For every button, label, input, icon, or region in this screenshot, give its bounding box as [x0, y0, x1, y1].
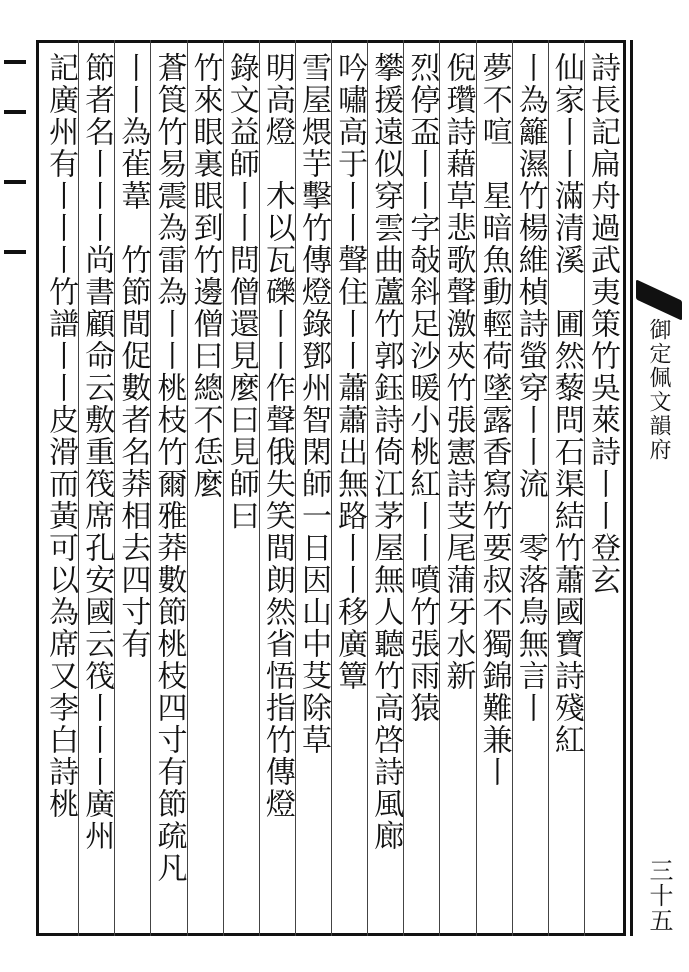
text-column: 仙家丨丨滿清溪 圃然藜問石渠結竹蕭國寶詩殘紅 — [548, 52, 584, 756]
binding-gutter — [0, 40, 30, 340]
text-column: 蒼筤竹易震為雷為丨丨桃枝竹爾雅莽數節桃枝四寸有節疏凡 — [151, 52, 187, 884]
gutter-mark — [4, 250, 26, 254]
fish-tail-mark — [636, 279, 682, 320]
text-column: 丨為籬濕竹楊維楨詩螢穿丨丨流 零落鳥無言丨 — [512, 52, 548, 724]
folio-number: 三十五 — [645, 858, 673, 933]
text-column: 吟嘯高于丨丨聲住丨丨蕭蕭出無路丨丨移廣簟 — [332, 52, 368, 692]
text-column: 竹來眼裏眼到竹邊僧曰總不恁麼 — [187, 52, 223, 500]
gutter-mark — [4, 180, 26, 184]
text-column: 夢不喧 星暗魚動輕荷墜露香寫竹要叔不獨錦難兼丨 — [476, 52, 512, 788]
gutter-mark — [4, 60, 26, 64]
text-column: 攀援遠似穿雲曲蘆竹郭鈺詩倚江茅屋無人聽竹高啓詩風廊 — [368, 52, 404, 852]
margin-rule — [630, 40, 633, 936]
gutter-mark — [4, 110, 26, 114]
text-column: 詩長記扁舟過武夷策竹吳萊詩丨丨登玄 — [584, 52, 620, 596]
text-column: 倪瓚詩藉草悲歌聲激夾竹張憲詩芰尾蒲牙水新 — [440, 52, 476, 692]
edge-title: 御定佩文韻府 — [646, 318, 671, 462]
text-column: 錄文益師丨丨問僧還見麼曰見師曰 — [223, 52, 259, 532]
text-column: 節者名丨丨丨尚書顧命云敷重筏席孔安國云筏丨丨丨廣州 — [79, 52, 115, 852]
text-column: 雪屋煨芋擊竹傳燈錄鄧州智閑師一日因山中芟除草 — [295, 52, 331, 756]
text-column: 記廣州有丨丨丨竹譜丨丨皮滑而黃可以為席又李白詩桃 — [43, 52, 79, 820]
text-column: 明高燈 木以瓦礫丨丨作聲俄失笑間朗然省悟指竹傳燈 — [259, 52, 295, 820]
text-column: 丨丨為雈葦 竹節間促數者名莽相去四寸有 — [115, 52, 151, 660]
text-column: 烈停盃丨丨字敧斜足沙暖小桃紅丨丨噴竹張雨猿 — [404, 52, 440, 724]
